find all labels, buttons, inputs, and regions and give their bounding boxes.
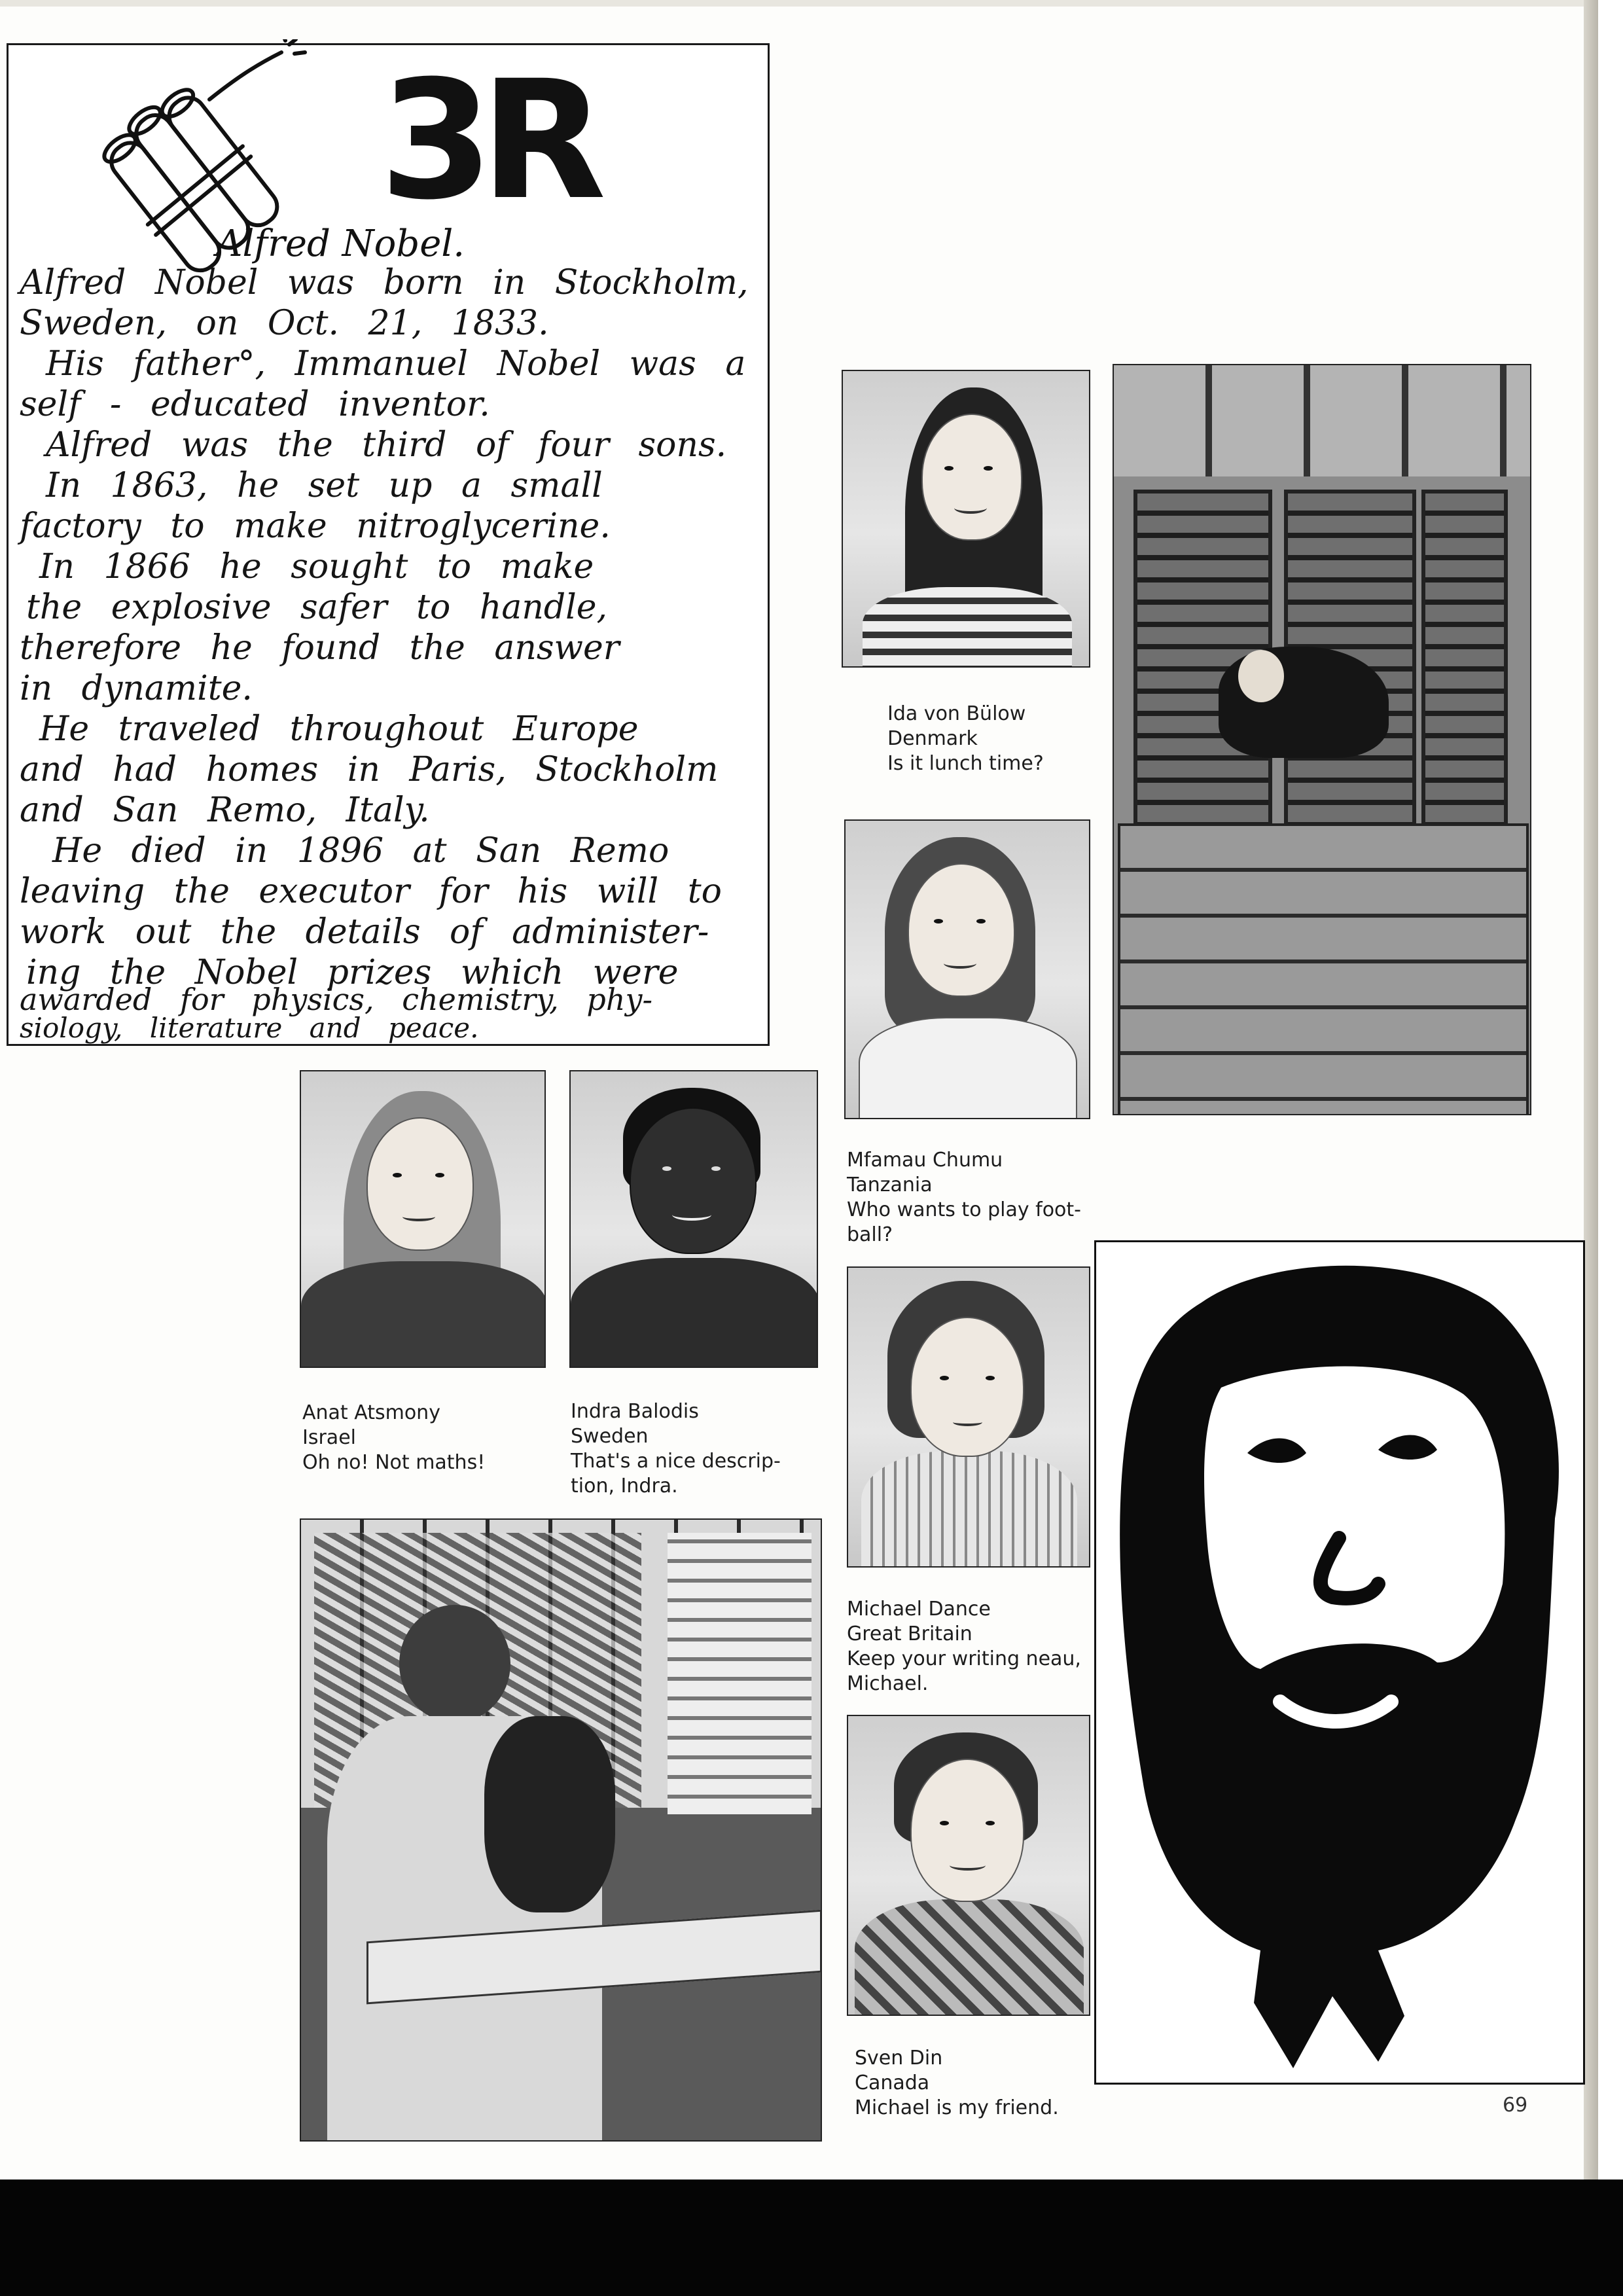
caption-quote: Is it lunch time? xyxy=(887,752,1044,775)
caption-name: Anat Atsmony xyxy=(302,1401,440,1424)
caption-country: Israel xyxy=(302,1426,356,1449)
bearded-face-drawing xyxy=(1097,1244,1582,2081)
essay-line: In 1866 he sought to make xyxy=(39,547,594,586)
essay-line: His father°, Immanuel Nobel was a xyxy=(46,344,746,384)
caption-sven xyxy=(855,2046,1059,2121)
portrait-ida xyxy=(842,370,1090,668)
caption-name: Michael Dance xyxy=(847,1598,991,1621)
caption-quote: Who wants to play foot- xyxy=(847,1198,1081,1221)
portrait-mfamau xyxy=(844,819,1090,1119)
essay-line: and had homes in Paris, Stockholm xyxy=(20,750,719,789)
essay-line: self - educated inventor. xyxy=(20,385,490,424)
scan-bottom-band xyxy=(0,2179,1623,2296)
essay-line: siology, literature and peace. xyxy=(20,1012,479,1044)
essay-line: Sweden, on Oct. 21, 1833. xyxy=(20,304,549,343)
portrait-indra xyxy=(569,1070,818,1368)
portrait-anat xyxy=(300,1070,546,1368)
essay-line: awarded for physics, chemistry, phy- xyxy=(20,982,653,1017)
caption-ida xyxy=(887,702,1044,776)
caption-country: Denmark xyxy=(887,727,978,750)
caption-quote: That's a nice descrip- xyxy=(571,1450,781,1473)
caption-country: Great Britain xyxy=(847,1623,972,1645)
essay-line: He died in 1896 at San Remo xyxy=(52,831,669,870)
essay-line: Alfred was the third of four sons. xyxy=(46,425,727,465)
essay-line: factory to make nitroglycerine. xyxy=(20,507,611,546)
essay-line: therefore he found the answer xyxy=(20,628,620,668)
caption-country: Tanzania xyxy=(847,1174,933,1196)
caption-quote-cont: Michael. xyxy=(847,1672,929,1695)
caption-name: Sven Din xyxy=(855,2047,943,2070)
caption-quote: Michael is my friend. xyxy=(855,2096,1059,2119)
caption-quote: Oh no! Not maths! xyxy=(302,1451,486,1474)
classroom-photo xyxy=(300,1518,822,2142)
caption-quote-cont: ball? xyxy=(847,1223,893,1246)
essay-line: He traveled throughout Europe xyxy=(39,709,639,749)
caption-country: Canada xyxy=(855,2072,930,2094)
page-binding-edge xyxy=(1584,0,1598,2179)
gym-photo xyxy=(1113,364,1531,1115)
essay-line: in dynamite. xyxy=(20,669,253,708)
essay-line: the explosive safer to handle, xyxy=(26,588,608,627)
caption-mfamau xyxy=(847,1148,1081,1247)
essay-line: Alfred Nobel was born in Stockholm, xyxy=(20,263,749,302)
page-top-edge xyxy=(0,0,1597,7)
essay-line: and San Remo, Italy. xyxy=(20,791,430,830)
caption-indra xyxy=(571,1399,781,1499)
essay-line: ing the Nobel prizes which were xyxy=(26,953,679,992)
essay-heading: Alfred Nobel. xyxy=(216,223,465,265)
caption-quote-cont: tion, Indra. xyxy=(571,1475,678,1498)
portrait-michael xyxy=(847,1266,1090,1568)
portrait-sven xyxy=(847,1715,1090,2016)
page-number: 69 xyxy=(1503,2094,1528,2117)
essay-line: In 1863, he set up a small xyxy=(46,466,603,505)
caption-quote: Keep your writing neau, xyxy=(847,1647,1081,1670)
essay-line: work out the details of administer- xyxy=(20,912,709,952)
class-label-3r: 3R xyxy=(380,45,594,236)
caption-name: Indra Balodis xyxy=(571,1400,699,1423)
caption-michael xyxy=(847,1597,1081,1696)
caption-country: Sweden xyxy=(571,1425,649,1448)
essay-line: leaving the executor for his will to xyxy=(20,872,722,911)
caption-anat xyxy=(302,1401,485,1475)
caption-name: Ida von Bülow xyxy=(887,702,1026,725)
caption-name: Mfamau Chumu xyxy=(847,1149,1003,1172)
